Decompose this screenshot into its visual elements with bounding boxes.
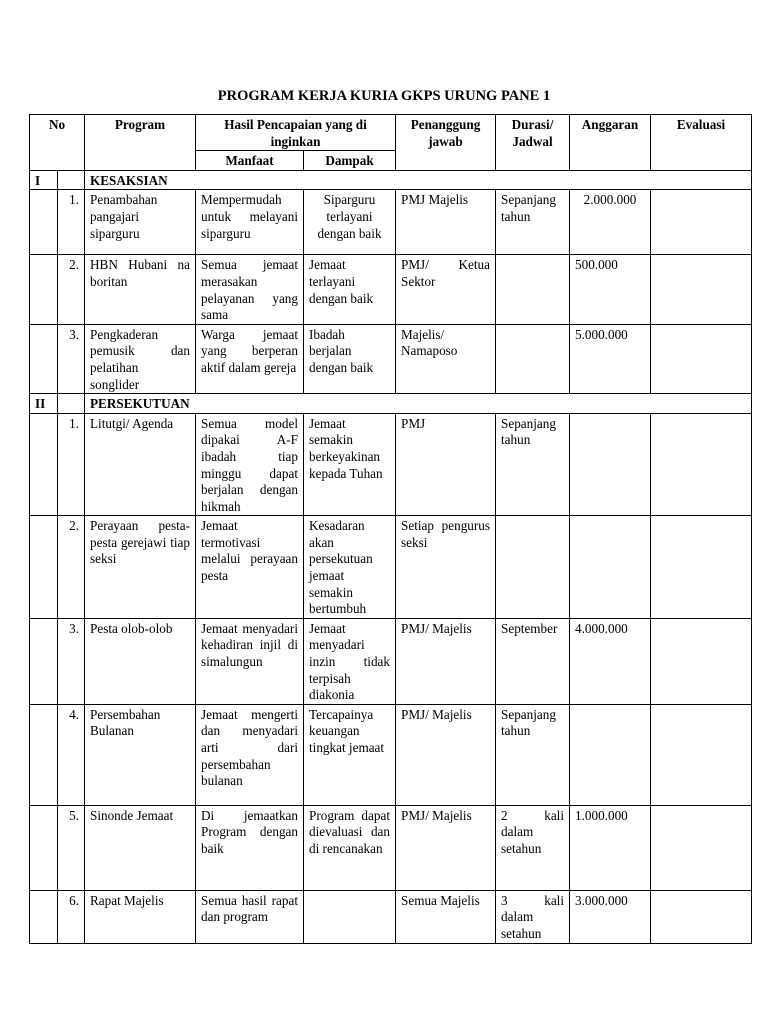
section-number: II xyxy=(30,394,58,414)
section-name: PERSEKUTUAN xyxy=(85,394,752,414)
cell-program: Sinonde Jemaat xyxy=(85,805,196,890)
cell-anggaran: 500.000 xyxy=(570,255,651,324)
cell-durasi: Sepanjang tahun xyxy=(496,190,570,255)
table-row xyxy=(30,413,752,516)
cell-section-blank xyxy=(30,805,58,890)
cell-manfaat: Jemaat menyadari kehadiran injil di simalungun xyxy=(196,618,304,704)
cell-penanggung-jawab: PMJ Majelis xyxy=(396,190,496,255)
cell-dampak: Ibadah berjalan dengan baik xyxy=(304,324,396,393)
cell-program: Pengkaderan pemusik dan pelatihan songlider xyxy=(85,324,196,393)
cell-durasi xyxy=(496,324,570,393)
header-penanggung-jawab: Penanggung jawab xyxy=(396,115,496,171)
cell-evaluasi xyxy=(651,516,752,619)
cell-manfaat: Semua hasil rapat dan program xyxy=(196,890,304,943)
cell-program: Rapat Majelis xyxy=(85,890,196,943)
table-row xyxy=(30,618,752,704)
cell-penanggung-jawab: Semua Majelis xyxy=(396,890,496,943)
table-row xyxy=(30,704,752,805)
header-dampak: Dampak xyxy=(304,151,396,171)
cell-section-blank xyxy=(30,324,58,393)
section-number: I xyxy=(30,170,58,190)
cell-durasi: Sepanjang tahun xyxy=(496,704,570,805)
cell-manfaat: Semua jemaat merasakan pelayanan yang sama xyxy=(196,255,304,324)
cell-section-blank xyxy=(30,413,58,516)
cell-penanggung-jawab: Setiap pengurus seksi xyxy=(396,516,496,619)
cell-number: 3. xyxy=(58,618,85,704)
cell-program: Perayaan pesta-pesta gerejawi tiap seksi xyxy=(85,516,196,619)
cell-penanggung-jawab: PMJ/ Majelis xyxy=(396,704,496,805)
cell-durasi: Sepanjang tahun xyxy=(496,413,570,516)
cell-section-blank xyxy=(30,618,58,704)
header-no: No xyxy=(30,115,85,171)
cell-dampak: Jemaat terlayani dengan baik xyxy=(304,255,396,324)
cell-evaluasi xyxy=(651,618,752,704)
cell-section-blank xyxy=(30,704,58,805)
cell-anggaran: 5.000.000 xyxy=(570,324,651,393)
cell-penanggung-jawab: PMJ xyxy=(396,413,496,516)
cell-program: Litutgi/ Agenda xyxy=(85,413,196,516)
table-row xyxy=(30,516,752,619)
section-name: KESAKSIAN xyxy=(85,170,752,190)
header-anggaran: Anggaran xyxy=(570,115,651,171)
cell-program: Persembahan Bulanan xyxy=(85,704,196,805)
cell-number: 1. xyxy=(58,190,85,255)
table-row xyxy=(30,190,752,255)
header-hasil: Hasil Pencapaian yang di inginkan xyxy=(196,115,396,151)
cell-anggaran: 1.000.000 xyxy=(570,805,651,890)
cell-dampak: Kesadaran akan persekutuan jemaat semakin bertumbuh xyxy=(304,516,396,619)
cell-anggaran xyxy=(570,704,651,805)
cell-number: 2. xyxy=(58,516,85,619)
program-table xyxy=(29,114,752,944)
section-spacer xyxy=(58,170,85,190)
section-row xyxy=(30,394,752,414)
cell-anggaran: 2.000.000 xyxy=(570,190,651,255)
section-spacer xyxy=(58,394,85,414)
cell-evaluasi xyxy=(651,890,752,943)
cell-durasi: September xyxy=(496,618,570,704)
cell-dampak: Tercapainya keuangan tingkat jemaat xyxy=(304,704,396,805)
cell-manfaat: Jemaat mengerti dan menyadari arti dari persembahan bulanan xyxy=(196,704,304,805)
cell-section-blank xyxy=(30,890,58,943)
cell-dampak: Siparguru terlayani dengan baik xyxy=(304,190,396,255)
table-row xyxy=(30,805,752,890)
cell-durasi xyxy=(496,255,570,324)
cell-section-blank xyxy=(30,255,58,324)
document-title: PROGRAM KERJA KURIA GKPS URUNG PANE 1 xyxy=(217,88,551,104)
header-program: Program xyxy=(85,115,196,171)
header-durasi: Durasi/ Jadwal xyxy=(496,115,570,171)
table-row xyxy=(30,255,752,324)
cell-number: 4. xyxy=(58,704,85,805)
cell-evaluasi xyxy=(651,190,752,255)
cell-anggaran: 3.000.000 xyxy=(570,890,651,943)
cell-manfaat: Jemaat termotivasi melalui perayaan pesta xyxy=(196,516,304,619)
cell-durasi: 3 kali dalam setahun xyxy=(496,890,570,943)
cell-anggaran xyxy=(570,516,651,619)
cell-section-blank xyxy=(30,190,58,255)
cell-dampak: Jemaat semakin berkeyakinan kepada Tuhan xyxy=(304,413,396,516)
cell-number: 3. xyxy=(58,324,85,393)
cell-dampak: Jemaat menyadari inzin tidak terpisah diakonia xyxy=(304,618,396,704)
cell-penanggung-jawab: PMJ/ Majelis xyxy=(396,805,496,890)
section-row xyxy=(30,170,752,190)
cell-manfaat: Warga jemaat yang berperan aktif dalam gereja xyxy=(196,324,304,393)
cell-program: Pesta olob-olob xyxy=(85,618,196,704)
header-evaluasi: Evaluasi xyxy=(651,115,752,171)
cell-evaluasi xyxy=(651,324,752,393)
cell-manfaat: Di jemaatkan Program dengan baik xyxy=(196,805,304,890)
cell-number: 1. xyxy=(58,413,85,516)
cell-manfaat: Semua model dipakai A-F ibadah tiap minggu dapat berjalan dengan hikmah xyxy=(196,413,304,516)
cell-durasi xyxy=(496,516,570,619)
cell-anggaran xyxy=(570,413,651,516)
cell-evaluasi xyxy=(651,805,752,890)
cell-section-blank xyxy=(30,516,58,619)
table-body xyxy=(30,170,752,943)
cell-program: Penambahan pangajari siparguru xyxy=(85,190,196,255)
cell-number: 6. xyxy=(58,890,85,943)
cell-dampak xyxy=(304,890,396,943)
table-row xyxy=(30,324,752,393)
table-row xyxy=(30,890,752,943)
cell-program: HBN Hubani na boritan xyxy=(85,255,196,324)
cell-evaluasi xyxy=(651,704,752,805)
cell-manfaat: Mempermudah untuk melayani siparguru xyxy=(196,190,304,255)
cell-penanggung-jawab: PMJ/ Ketua Sektor xyxy=(396,255,496,324)
header-manfaat: Manfaat xyxy=(196,151,304,171)
cell-durasi: 2 kali dalam setahun xyxy=(496,805,570,890)
cell-penanggung-jawab: PMJ/ Majelis xyxy=(396,618,496,704)
cell-penanggung-jawab: Majelis/ Namaposo xyxy=(396,324,496,393)
cell-evaluasi xyxy=(651,255,752,324)
cell-anggaran: 4.000.000 xyxy=(570,618,651,704)
cell-dampak: Program dapat dievaluasi dan di rencanakan xyxy=(304,805,396,890)
cell-number: 5. xyxy=(58,805,85,890)
cell-number: 2. xyxy=(58,255,85,324)
cell-evaluasi xyxy=(651,413,752,516)
